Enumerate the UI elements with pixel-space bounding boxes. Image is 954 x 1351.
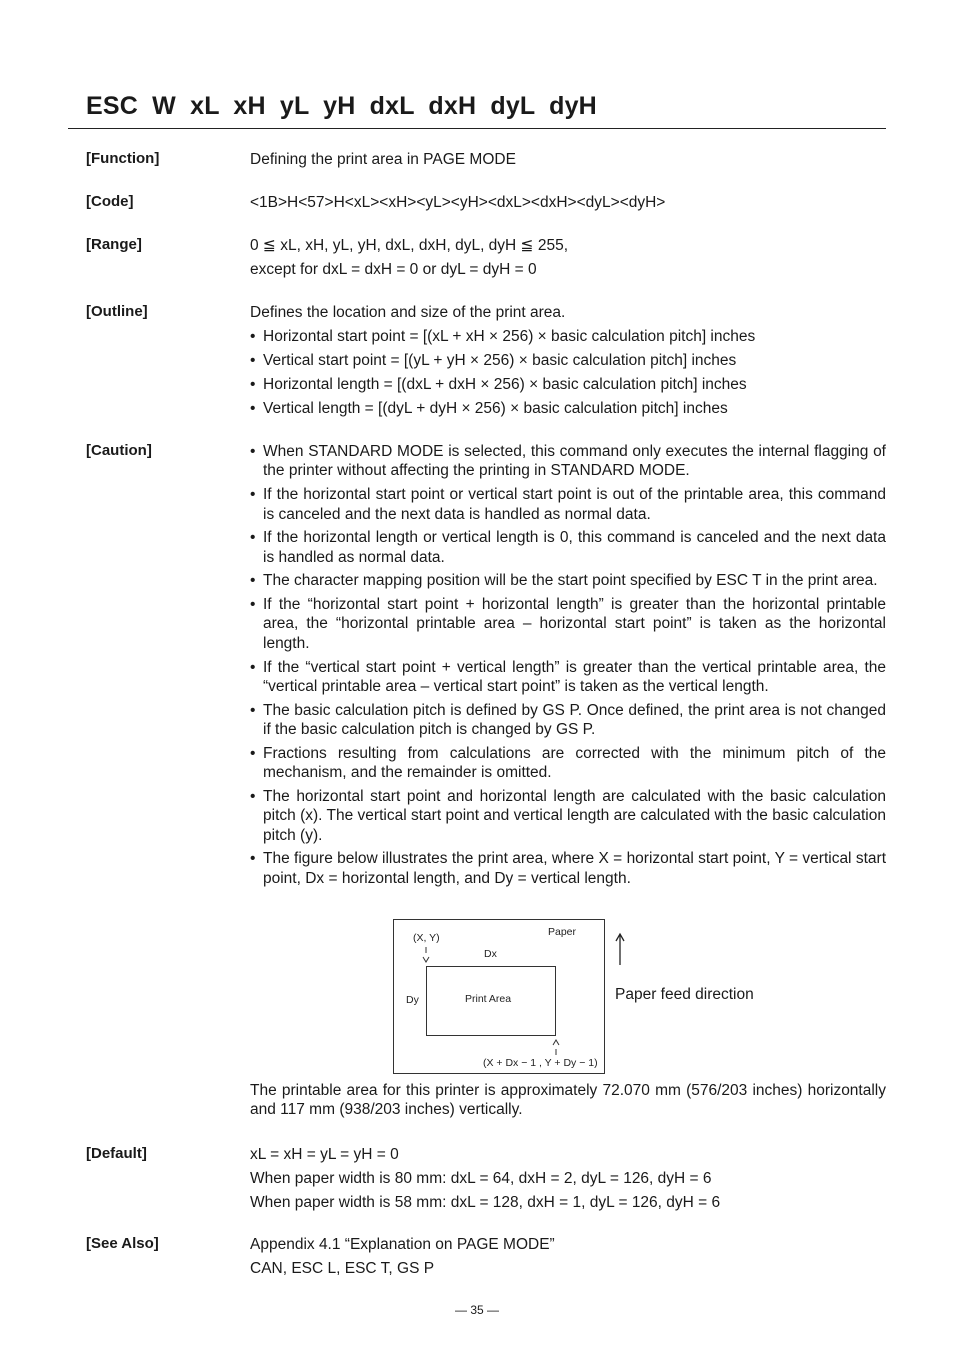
outline-list [250,325,886,421]
printable-area-text: The printable area for this printer is approximately 72.070 mm (576/203 inches) horizontally and 117 mm (938/203 inches) vertically. [250,1082,886,1119]
list-item: • Horizontal length = [(dxL + dxH × 256) × basic calculation pitch] inches [250,373,886,397]
arrow-up-icon [612,932,628,968]
start-point-arrow-icon [420,945,432,965]
list-item: • The figure below illustrates the print area, where X = horizontal start point, Y = vertical start point, Dx = horizontal length, and Dy = vertical length. [250,849,886,888]
list-item: • Fractions resulting from calculations are corrected with the minimum pitch of the mechanism, and the remainder is omitted. [250,744,886,783]
default-body [250,1143,886,1215]
code-label: [Code] [86,193,134,210]
range-label: [Range] [86,236,142,253]
see-also-label: [See Also] [86,1235,159,1252]
list-item: • The basic calculation pitch is defined by GS P. Once defined, the print area is not changed if the basic calculation pitch is changed by GS P. [250,701,886,740]
default-line-2: When paper width is 80 mm: dxL = 64, dxH = 2, dyL = 126, dyH = 6 [250,1170,712,1187]
range-line-2: except for dxL = dxH = 0 or dyL = dyH = 0 [250,261,537,278]
page-number: — 35 — [454,1303,499,1317]
page-title: ESC W xL xH yL yH dxL dxH dyL dyH [86,92,597,120]
list-item: • If the horizontal start point or vertical start point is out of the printable area, this command is canceled and the next data is handled as normal data. [250,485,886,524]
list-item: • When STANDARD MODE is selected, this command only executes the internal flagging of the printer without affecting the printing in STANDARD MODE. [250,442,886,481]
list-item: • If the “horizontal start point + horizontal length” is greater than the horizontal printable area, the “horizontal printable area – horizontal start point” is taken as the horizontal length. [250,595,886,653]
title-rule [68,128,886,129]
function-body [250,148,886,172]
xy-label: (X, Y) [413,932,440,944]
default-line-3: When paper width is 58 mm: dxL = 128, dxH = 1, dyL = 126, dyH = 6 [250,1194,721,1211]
outline-body [250,301,886,421]
dy-label: Dy [406,994,419,1006]
caution-list [250,442,886,888]
see-also-line-1: Appendix 4.1 “Explanation on PAGE MODE” [250,1236,555,1253]
print-area-label: Print Area [465,993,512,1005]
function-label: [Function] [86,150,160,167]
paper-label: Paper [548,926,577,938]
end-point-arrow-icon [550,1038,562,1058]
outline-intro: Defines the location and size of the print area. [250,304,566,321]
outline-label: [Outline] [86,303,148,320]
feed-direction-label: Paper feed direction [615,986,754,1003]
function-text: Defining the print area in PAGE MODE [250,151,516,168]
print-area-figure [393,919,605,1074]
list-item: • The horizontal start point and horizontal length are calculated with the basic calculation pitch (x). The vertical start point and vertical length are calculated with the basic calculation pitch (y). [250,787,886,845]
caution-body [250,442,886,893]
list-item: • Vertical length = [(dyL + dyH × 256) × basic calculation pitch] inches [250,397,886,421]
range-body [250,234,886,282]
print-area-box [426,966,556,1036]
default-label: [Default] [86,1145,147,1162]
code-text: <1B>H<57>H<xL><xH><yL><yH><dxL><dxH><dyL><dyH> [250,194,666,211]
range-line-1: 0 ≦ xL, xH, yL, yH, dxL, dxH, dyL, dyH ≦ 255, [250,237,569,254]
list-item: • Horizontal start point = [(xL + xH × 256) × basic calculation pitch] inches [250,325,886,349]
end-point-label: (X + Dx − 1 , Y + Dy − 1) [483,1057,598,1069]
see-also-line-2: CAN, ESC L, ESC T, GS P [250,1260,435,1277]
see-also-body [250,1233,886,1281]
list-item: • The character mapping position will be the start point specified by ESC T in the print area. [250,571,886,590]
dx-label: Dx [484,948,497,960]
list-item: • If the “vertical start point + vertical length” is greater than the vertical printable area, the “vertical printable area – vertical start point” is taken as the vertical length. [250,658,886,697]
code-body [250,191,886,215]
list-item: • Vertical start point = [(yL + yH × 256) × basic calculation pitch] inches [250,349,886,373]
caution-label: [Caution] [86,442,152,459]
default-line-1: xL = xH = yL = yH = 0 [250,1146,399,1163]
list-item: • If the horizontal length or vertical length is 0, this command is canceled and the next data is handled as normal data. [250,528,886,567]
